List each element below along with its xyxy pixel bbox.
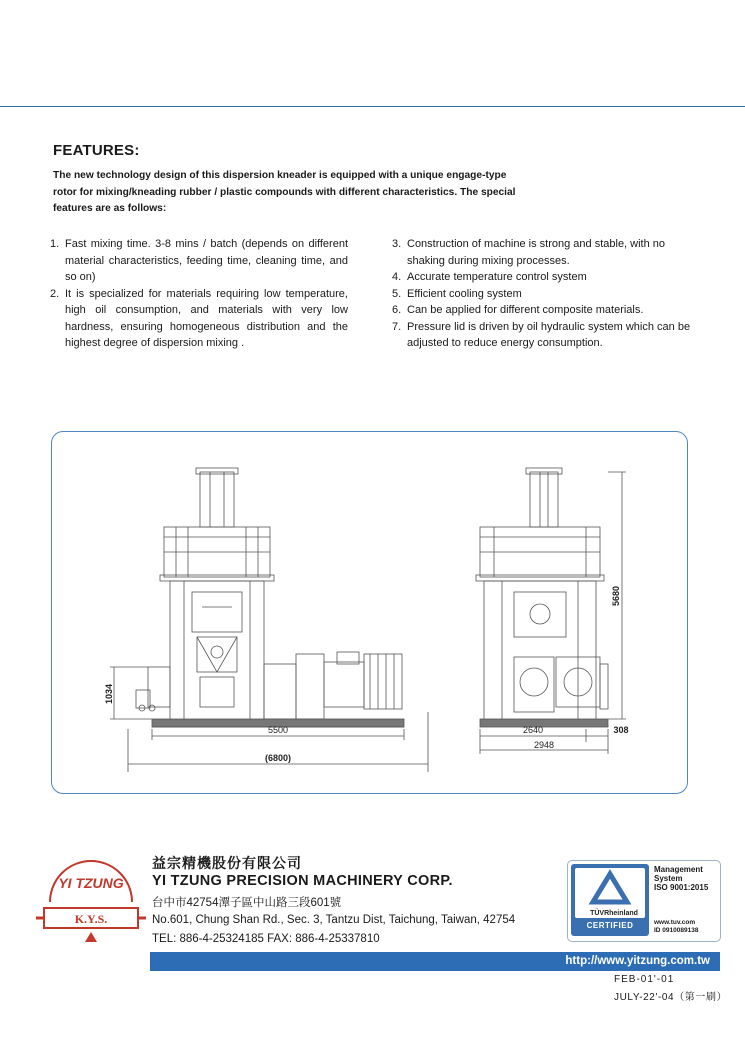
feature-number: 3. — [392, 238, 402, 250]
feature-item — [50, 236, 348, 286]
dim-offset: 308 — [613, 725, 629, 735]
feature-item — [392, 286, 692, 303]
feature-number: 7. — [392, 320, 402, 333]
feature-text: It is specialized for materials requiring low temperature, high oil consumption, and materials with very low hardness, ensuring homogeneous distribution and the highest degree of dispersion mixing . — [65, 287, 348, 349]
cert-line-3: ISO 9001:2015 — [654, 883, 709, 892]
certified-label: CERTIFIED — [586, 921, 634, 930]
tuv-brand: TÜVRheinland — [590, 910, 638, 917]
address-cn: 台中市42754潭子區中山路三段601號 — [152, 897, 342, 909]
features-title: FEATURES: — [53, 142, 140, 159]
machine-drawing-panel — [51, 431, 688, 794]
dim-height-right: 5680 — [611, 585, 621, 607]
dim-length: 5500 — [267, 725, 289, 735]
tel-fax: TEL: 886-4-25324185 FAX: 886-4-25337810 — [152, 933, 380, 945]
website-link[interactable]: http://www.yitzung.com.tw — [565, 955, 710, 967]
feature-number: 1. — [50, 238, 60, 250]
feature-text: Efficient cooling system — [407, 287, 522, 300]
feature-item — [392, 269, 692, 286]
logo-arc-text: YI TZUNG — [58, 875, 124, 891]
cert-id: ID 0910089138 — [654, 927, 699, 934]
doc-code: FEB-01'-01 — [614, 974, 675, 985]
doc-date: JULY-22'-04（第一刷） — [614, 992, 728, 1003]
features-intro: The new technology design of this dispersion kneader is equipped with a unique engage-type rotor for mixing/kneading rubber / plastic compounds with different characteristics. The special features are as follows: — [53, 170, 516, 214]
feature-number: 2. — [50, 287, 60, 300]
company-name-en: YI TZUNG PRECISION MACHINERY CORP. — [152, 873, 453, 889]
dim-height-left: 1034 — [104, 683, 114, 705]
company-name-cn: 益宗精機股份有限公司 — [152, 855, 302, 871]
feature-text: Can be applied for different composite materials. — [407, 304, 644, 316]
dim-total-length: (6800) — [264, 753, 292, 763]
cert-site: www.tuv.com — [654, 919, 696, 926]
certification-badge — [567, 860, 721, 942]
feature-text: Fast mixing time. 3-8 mins / batch (depends on different material characteristics, feeding time, cleaning time, and so on) — [65, 238, 348, 283]
tuv-mark — [571, 864, 649, 936]
logo-box-text: K.Y.S. — [74, 912, 108, 926]
side-view — [476, 468, 629, 754]
company-logo — [36, 860, 146, 950]
feature-item — [392, 302, 692, 319]
address-en: No.601, Chung Shan Rd., Sec. 3, Tantzu Dist, Taichung, Taiwan, 42754 — [152, 914, 516, 926]
feature-text: Pressure lid is driven by oil hydraulic system which can be adjusted to reduce energy consumption. — [407, 320, 691, 349]
features-list-right — [392, 236, 692, 352]
feature-number: 6. — [392, 304, 402, 316]
cert-line-1: Management — [654, 865, 703, 874]
feature-number: 4. — [392, 271, 402, 283]
feature-item — [50, 286, 348, 352]
feature-text: Accurate temperature control system — [407, 271, 587, 283]
feature-number: 5. — [392, 287, 402, 300]
tuv-triangle-icon — [575, 868, 645, 908]
feature-text: Construction of machine is strong and stable, with no shaking during mixing processes. — [407, 238, 666, 267]
dim-width: 2640 — [522, 725, 544, 735]
machine-drawing — [52, 432, 689, 795]
cert-line-2: System — [654, 874, 683, 883]
url-bar — [150, 952, 720, 971]
feature-item — [392, 319, 692, 352]
features-list-left — [50, 236, 348, 352]
feature-item — [392, 236, 692, 269]
dim-total-width: 2948 — [533, 740, 555, 750]
top-rule — [0, 106, 745, 107]
